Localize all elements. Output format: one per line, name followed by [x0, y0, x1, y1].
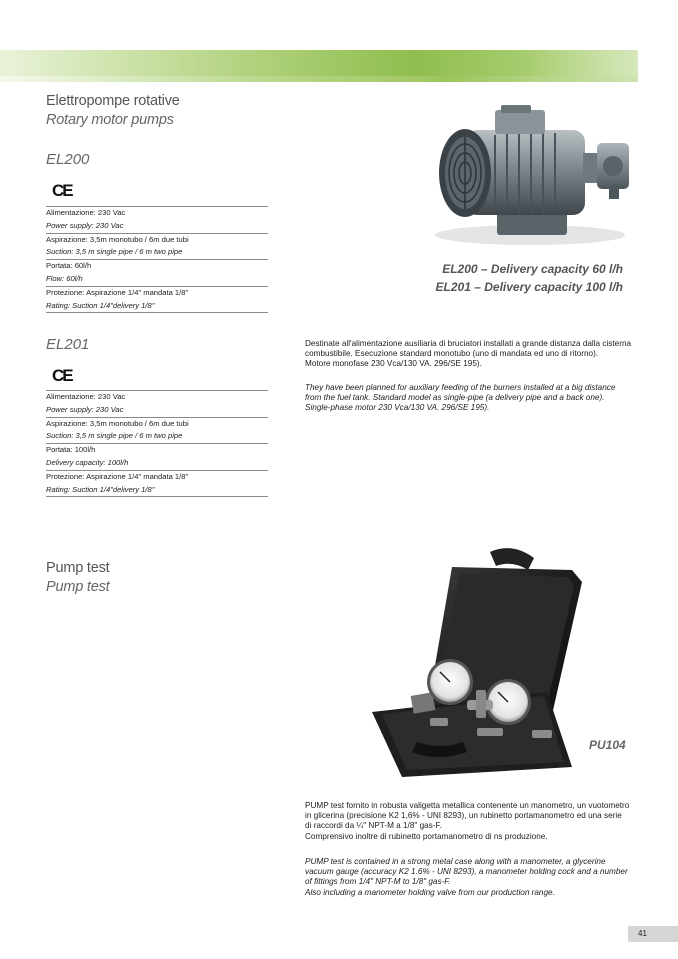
spec-row: Suction: 3,5 m single pipe / 6 m two pipe: [46, 430, 268, 444]
header-banner-stripe: [0, 76, 638, 82]
ce-mark-el201: CE: [52, 366, 72, 385]
section-title-it: Elettropompe rotative: [46, 93, 180, 109]
spec-row: Aspirazione: 3,5m monotubo / 6m due tubi: [46, 234, 189, 244]
spec-row: Aspirazione: 3,5m monotubo / 6m due tubi: [46, 418, 189, 428]
spec-row: Delivery capacity: 100l/h: [46, 457, 268, 471]
pumps-description-it: [305, 339, 631, 370]
page-number: 41: [628, 926, 678, 942]
spec-row: Power supply: 230 Vac: [46, 220, 268, 234]
section-title-en: Rotary motor pumps: [46, 112, 174, 128]
model-title-el200: EL200: [46, 151, 90, 168]
pu104-label: PU104: [589, 738, 626, 752]
text-line: from the fuel tank. Standard model as single-pipe (a delivery pipe and a back one).: [305, 393, 605, 403]
text-line: of fittings from 1/4" NPT-M to 1/8" gas-F.: [305, 877, 451, 887]
text-line: di raccordi da ¼" NPT-M a 1/8" gas-F.: [305, 821, 442, 831]
text-line: PUMP test is contained in a strong metal case along with a manometer, a glycerine: [305, 857, 606, 866]
spec-row: Alimentazione: 230 Vac: [46, 206, 268, 220]
text-line: Single-phase motor 230 Vca/130 VA. 296/SE 195).: [305, 403, 490, 413]
text-line: vacuum gauge (accuracy K2 1.6% - UNI 8293), a manometer holding cock and a number: [305, 867, 628, 877]
spec-row: Protezione: Aspirazione 1/4" mandata 1/8": [46, 287, 189, 297]
model-title-el201: EL201: [46, 336, 90, 353]
spec-row: Rating: Suction 1/4"delivery 1/8": [46, 300, 268, 314]
pump-test-case-image: [372, 542, 592, 782]
text-line: Destinate all'alimentazione ausiliaria di bruciatori installati a grande distanza dalla cisterna: [305, 339, 632, 348]
spec-row: Portata: 60l/h: [46, 261, 92, 271]
ce-mark-el200: CE: [52, 181, 72, 200]
spec-row: Power supply: 230 Vac: [46, 404, 268, 418]
pumps-description-en: [305, 383, 615, 414]
spec-table-el200: [46, 206, 268, 313]
spec-row: Alimentazione: 230 Vac: [46, 390, 268, 404]
spec-row: Portata: 100l/h: [46, 445, 96, 455]
text-line: They have been planned for auxiliary feeding of the burners installed at a big distance: [305, 383, 616, 392]
pump-test-description-it: [305, 801, 629, 842]
motor-pump-image: [425, 95, 635, 255]
pump-test-title-en: Pump test: [46, 579, 110, 595]
spec-row: Protezione: Aspirazione 1/4" mandata 1/8": [46, 471, 189, 481]
text-line: PUMP test fornito in robusta valigetta metallica contenente un manometro, un vuotometro: [305, 801, 630, 810]
caption-el201: EL201 – Delivery capacity 100 l/h: [435, 280, 623, 294]
spec-row: Suction: 3,5 m single pipe / 6 m two pipe: [46, 246, 268, 260]
pump-test-title-it: Pump test: [46, 560, 110, 576]
text-line: Motore monofase 230 Vca/130 VA. 296/SE 195).: [305, 359, 482, 369]
caption-el200: EL200 – Delivery capacity 60 l/h: [442, 262, 623, 276]
spec-row: Flow: 60l/h: [46, 273, 268, 287]
text-line: Also including a manometer holding valve from our production range.: [305, 887, 555, 897]
pump-test-description-en: [305, 857, 628, 898]
spec-table-el201: [46, 390, 268, 497]
header-banner: [0, 50, 638, 82]
spec-row: Rating: Suction 1/4"delivery 1/8": [46, 484, 268, 498]
text-line: Comprensivo inoltre di rubinetto portamanometro di ns produzione.: [305, 831, 548, 841]
text-line: in glicerina (precisione K2 1,6% - UNI 8293), un rubinetto portamanometro ed una serie: [305, 811, 622, 821]
text-line: combustibile. Esecuzione standard monotubo (uno di mandata ed uno di ritorno).: [305, 349, 599, 359]
